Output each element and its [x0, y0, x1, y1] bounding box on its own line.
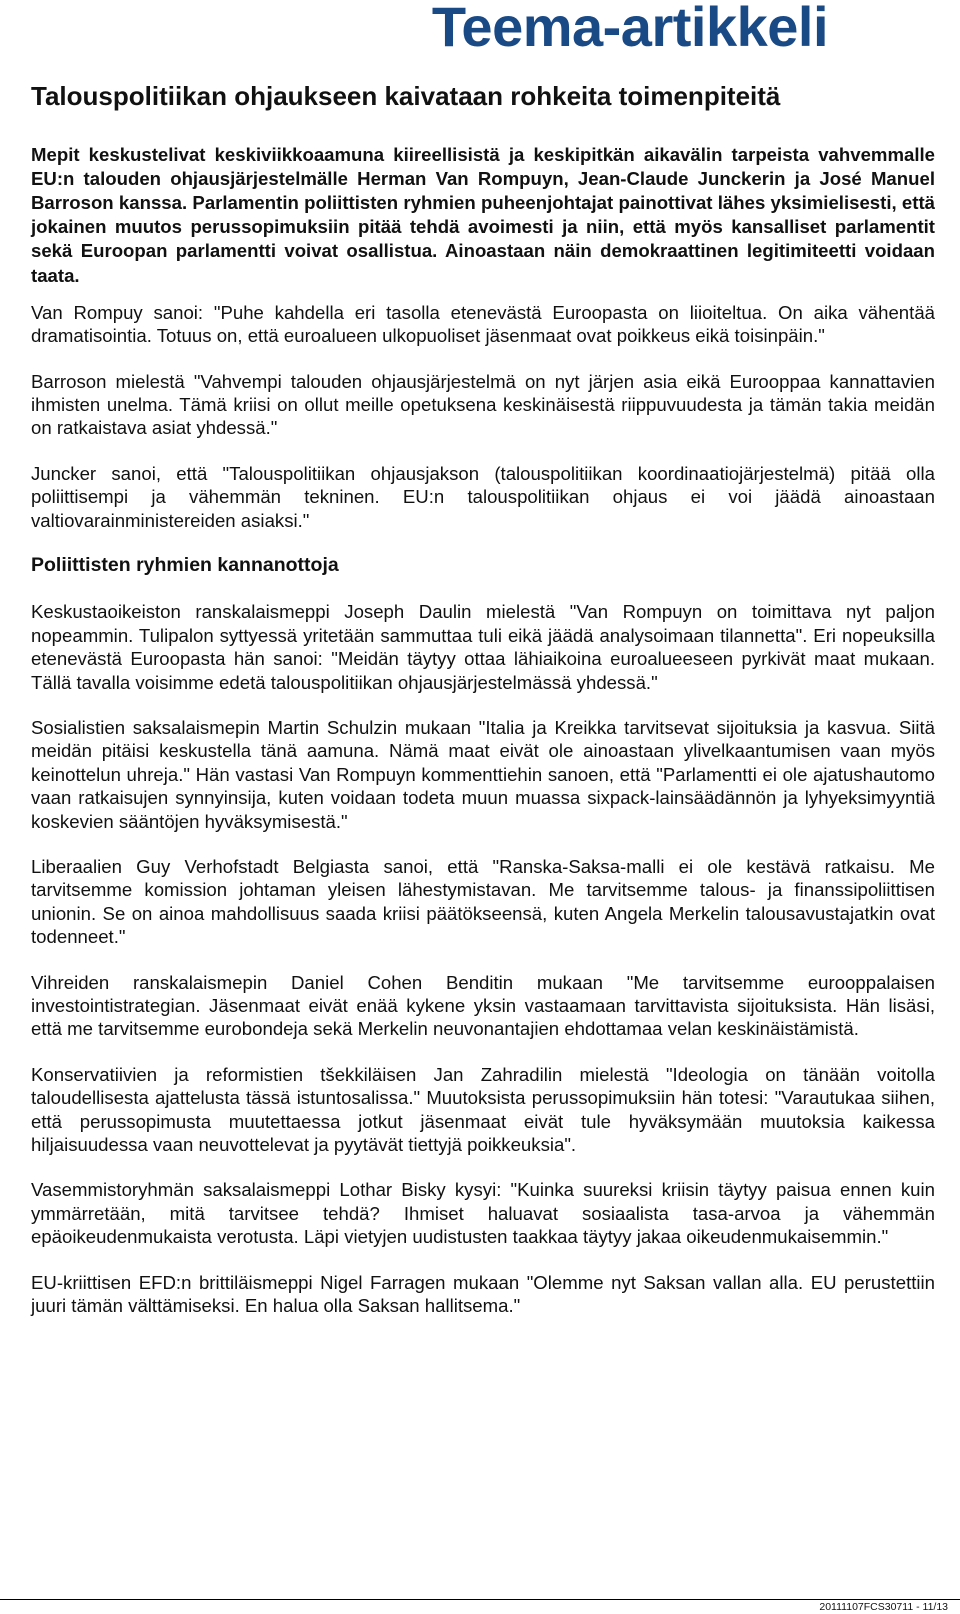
article-lead: Mepit keskustelivat keskiviikkoaamuna kiireellisistä ja keskipitkän aikavälin tarpeista vahvemmalle EU:n talouden ohjausjärjestelmälle Herman Van Rompuyn, Jean-Claude Junckerin ja José Manuel Barroson kanssa. Parlamentin poliittisten ryhmien puheenjohtajat painottivat lähes yksimielisesti, että jokainen muutos perussopimuksiin pitää tehdä avoimesti ja niin, että myös kansalliset parlamentit sekä Euroopan parlamentti voivat osallistua. Ainoastaan näin demokraattinen legitimiteetti voidaan taata.: [31, 143, 935, 286]
paragraph-verhofstadt: Liberaalien Guy Verhofstadt Belgiasta sanoi, että "Ranska-Saksa-malli ei ole kestävä ratkaisu. Me tarvitsemme komission johtaman yleisen lähestymistavan. Me tarvitsemme talous- ja finanssipoliittisen unionin. Se on ainoa mahdollisuus saada kriisi päätökseensä, kuten Angela Merkelin talousavustajatkin ovat todenneet.": [31, 856, 935, 948]
paragraph-cohn-bendit: Vihreiden ranskalaismepin Daniel Cohen Benditin mukaan "Me tarvitsemme eurooppalaisen investointistrategian. Jäsenmaat eivät enää kykene yksin vastaamaan tarvittavista sijoituksista. Hän lisäsi, että me tarvitsemme eurobondeja sekä Merkelin neuvonantajien ehdottamaa velan keskinäistämistä.: [31, 971, 935, 1040]
section-subheading: Poliittisten ryhmien kannanottoja: [31, 553, 339, 576]
paragraph-daul: Keskustaoikeiston ranskalaismeppi Joseph Daulin mielestä "Van Rompuyn on toimittava nyt paljon nopeammin. Tulipalon syttyessä yritetään sammuttaa tuli eikä jäädä analysoimaan tilannetta". Eri nopeuksilla etenevästä Euroopasta hän sanoi: "Meidän täytyy ottaa lähiaikoina euroalueeseen pyrkivät maat mukaan. Tällä tavalla voisimme edetä talouspolitiikan ohjausjärjestelmässä yhdessä.": [31, 601, 935, 693]
footer-divider: [0, 1599, 960, 1600]
document-reference: 20111107FCS30711 - 11/13: [819, 1601, 948, 1613]
paragraph-schulz: Sosialistien saksalaismepin Martin Schulzin mukaan "Italia ja Kreikka tarvitsevat sijoituksia ja kasvua. Siitä meidän pitäisi keskustella tänä aamuna. Nämä maat eivät ole ainoastaan ylivelkaantumisen vaan myös keinottelun uhreja." Hän vastasi Van Rompuyn kommenttiehin sanoen, että "Parlamentti ei ole ajatushautomo vaan ratkaisujen synnyinsija, kuten voidaan todeta muun muassa sixpack-lainsäädännön ja lyhyeksimyyntiä koskevien sääntöjen hyväksymisestä.": [31, 716, 935, 832]
paragraph-farage: EU-kriittisen EFD:n brittiläismeppi Nigel Farragen mukaan "Olemme nyt Saksan vallan alla. EU perustettiin juuri tämän välttämiseksi. En halua olla Saksan hallitsema.": [31, 1271, 935, 1317]
paragraph-bisky: Vasemmistoryhmän saksalaismeppi Lothar Bisky kysyi: "Kuinka suureksi kriisin täytyy paisua ennen kuin ymmärretään, mitä tarvitsee tehdä? Ihmiset haluavat sosiaalista tasa-arvoa ja vähemmän epäoikeudenmukaista verotusta. Läpi vietyjen uudistusten taakkaa täytyy jakaa oikeudenmukaisemmin.": [31, 1179, 935, 1248]
paragraph-juncker: Juncker sanoi, että "Talouspolitiikan ohjausjakson (talouspolitiikan koordinaatiojärjestelmä) pitää olla poliittisempi ja vähemmän tekninen. EU:n talouspolitiikan ohjaus ei voi jäädä ainoastaan valtiovarainministereiden asiaksi.": [31, 462, 935, 531]
article: [31, 80, 935, 1340]
section-banner: Teema-artikkeli: [431, 0, 828, 58]
paragraph-barroso: Barroson mielestä "Vahvempi talouden ohjausjärjestelmä on nyt järjen asia eikä Eurooppaa kannattavien ihmisten unelma. Tämä kriisi on ollut meille opetuksena keskinäisestä riippuvuudesta ja tämän takia meidän on ratkaistava asiat yhdessä.": [31, 370, 935, 439]
paragraph-zahradil: Konservatiivien ja reformistien tšekkiläisen Jan Zahradilin mielestä "Ideologia on tänään voitolla taloudellisesta ajattelusta tässä istuntosalissa." Muutoksista perussopimuksiin hän totesi: "Varautukaa siihen, että perussopimusta muutettaessa jotkut jäsenmaat eivät tule hyväksymään muutoksia kaikessa hiljaisuudessa vaan neuvottelevat ja pyytävät tiettyjä poikkeuksia".: [31, 1063, 935, 1156]
paragraph-van-rompuy: Van Rompuy sanoi: "Puhe kahdella eri tasolla etenevästä Euroopasta on liioiteltua. On aika vähentää dramatisointia. Totuus on, että euroalueen ulkopuoliset jäsenmaat ovat poikkeus eikä toisinpäin.": [31, 301, 935, 347]
article-title: Talouspolitiikan ohjaukseen kaivataan rohkeita toimenpiteitä: [31, 81, 781, 111]
